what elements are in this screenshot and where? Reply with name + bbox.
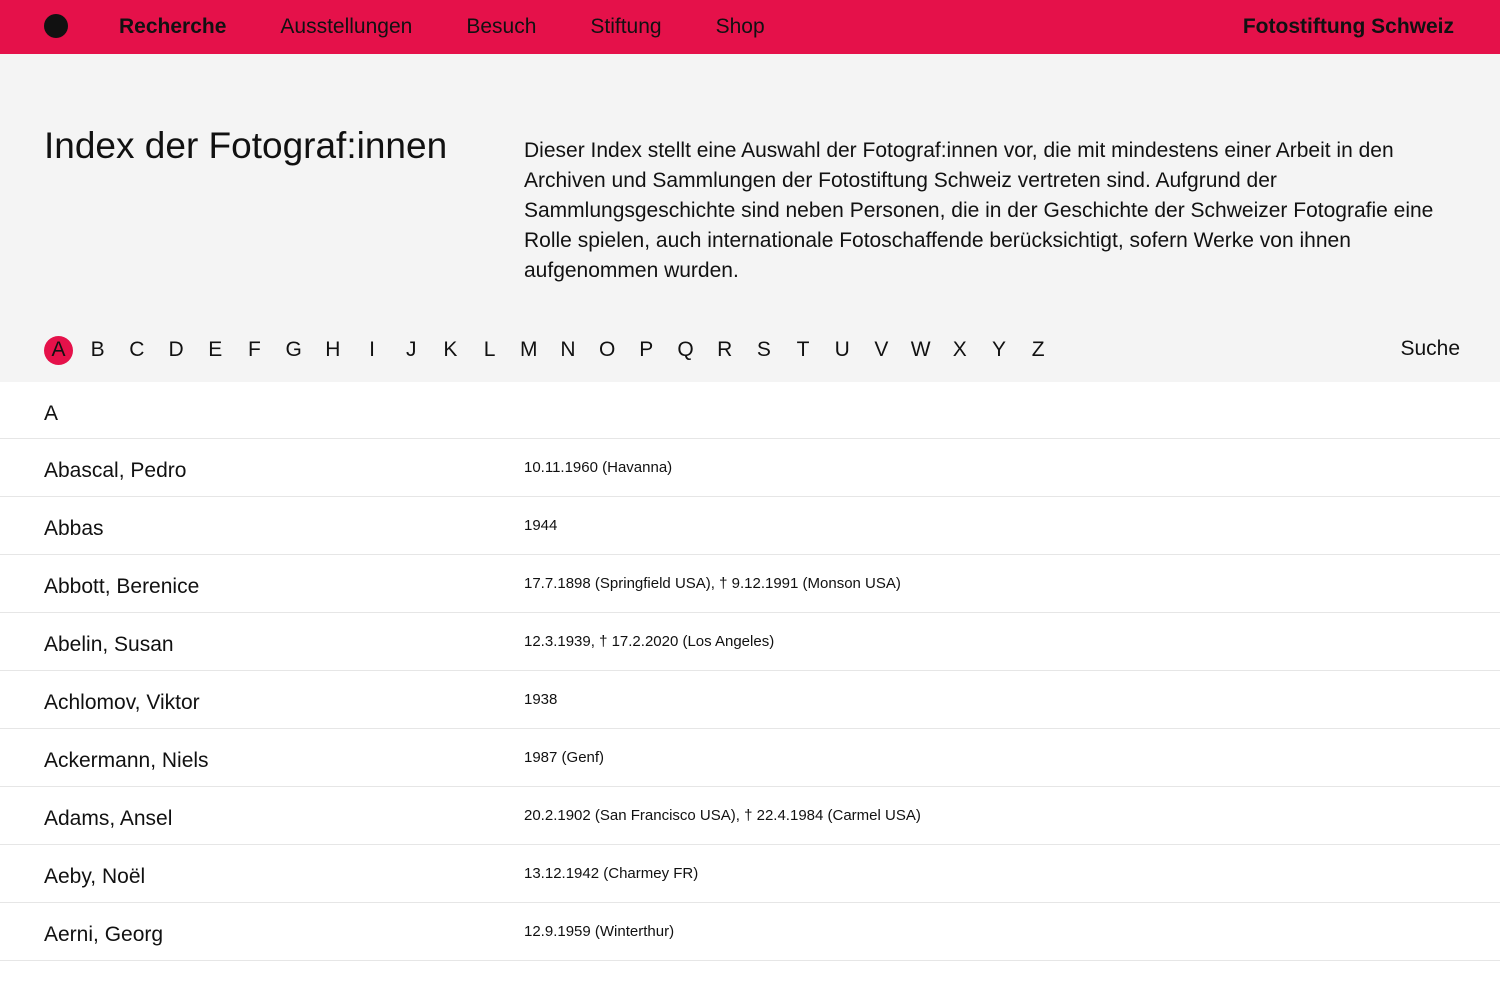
- photographer-name[interactable]: Abelin, Susan: [44, 633, 174, 656]
- nav-item-shop[interactable]: Shop: [715, 15, 765, 38]
- photographer-dates: 12.9.1959 (Winterthur): [524, 923, 675, 940]
- top-navigation-bar: [0, 0, 1500, 54]
- letter-l[interactable]: L: [483, 338, 496, 361]
- list-item[interactable]: [0, 497, 1500, 555]
- photographer-name[interactable]: Adams, Ansel: [44, 807, 173, 830]
- letter-u[interactable]: U: [834, 338, 850, 361]
- letter-j[interactable]: J: [405, 338, 417, 361]
- photographer-dates: 20.2.1902 (San Francisco USA), † 22.4.1984 (Carmel USA): [524, 807, 921, 824]
- list-item[interactable]: [0, 613, 1500, 671]
- page-title: Index der Fotograf:innen: [44, 125, 448, 166]
- letter-k[interactable]: K: [443, 338, 458, 361]
- letter-s[interactable]: S: [756, 338, 771, 361]
- nav-item-stiftung[interactable]: Stiftung: [590, 15, 662, 38]
- list-item[interactable]: [0, 555, 1500, 613]
- intro-section: [0, 54, 1500, 382]
- photographer-list: [0, 382, 1500, 961]
- letter-p[interactable]: P: [639, 338, 654, 361]
- photographer-dates: 1944: [524, 517, 558, 534]
- letter-g[interactable]: G: [285, 338, 302, 361]
- nav-item-recherche[interactable]: Recherche: [119, 15, 227, 38]
- letter-d[interactable]: D: [168, 338, 184, 361]
- letter-x[interactable]: X: [952, 338, 967, 361]
- photographer-dates: 12.3.1939, † 17.2.2020 (Los Angeles): [524, 633, 775, 650]
- list-item[interactable]: [0, 903, 1500, 961]
- photographer-dates: 10.11.1960 (Havanna): [524, 459, 673, 476]
- letter-w[interactable]: W: [910, 338, 931, 361]
- photographer-dates: 1987 (Genf): [524, 749, 605, 766]
- list-item[interactable]: [0, 671, 1500, 729]
- letter-i[interactable]: I: [369, 338, 375, 361]
- photographer-name[interactable]: Aerni, Georg: [44, 923, 164, 946]
- photographer-name[interactable]: Aeby, Noël: [44, 865, 146, 888]
- photographer-dates: 1938: [524, 691, 558, 708]
- alphabet-filter: [44, 334, 1063, 366]
- list-item[interactable]: [0, 845, 1500, 903]
- letter-n[interactable]: N: [560, 338, 576, 361]
- photographer-dates: 17.7.1898 (Springfield USA), † 9.12.1991 (Monson USA): [524, 575, 901, 592]
- nav-item-besuch[interactable]: Besuch: [466, 15, 537, 38]
- letter-z[interactable]: Z: [1031, 338, 1045, 361]
- photographer-name[interactable]: Abascal, Pedro: [44, 459, 187, 482]
- letter-t[interactable]: T: [796, 338, 810, 361]
- letter-y[interactable]: Y: [991, 338, 1006, 361]
- list-item[interactable]: [0, 787, 1500, 845]
- photographer-name[interactable]: Ackermann, Niels: [44, 749, 209, 772]
- letter-c[interactable]: C: [129, 338, 145, 361]
- letter-m[interactable]: M: [520, 338, 538, 361]
- photographer-dates: 13.12.1942 (Charmey FR): [524, 865, 699, 882]
- nav-item-ausstellungen[interactable]: Ausstellungen: [280, 15, 413, 38]
- letter-o[interactable]: O: [598, 338, 616, 361]
- letter-b[interactable]: B: [90, 338, 105, 361]
- photographer-name[interactable]: Abbas: [44, 517, 104, 540]
- letter-r[interactable]: R: [717, 338, 733, 361]
- main-nav: [119, 0, 819, 54]
- search-link[interactable]: Suche: [1400, 337, 1460, 360]
- photographer-name[interactable]: Achlomov, Viktor: [44, 691, 200, 714]
- letter-f[interactable]: F: [248, 338, 261, 361]
- letter-v[interactable]: V: [874, 338, 889, 361]
- list-item[interactable]: [0, 729, 1500, 787]
- intro-description: Dieser Index stellt eine Auswahl der Fotograf:innen vor, die mit mindestens einer Arbeit in den Archiven und Sammlungen der Fotostiftung Schweiz vertreten sind. Aufgrund der Sammlungsgeschichte sind neben Personen, die in der Geschichte der Schweizer Fotografie eine Rolle spielen, auch internationale Fotoschaffende berücksichtigt, sofern Werke von ihnen aufgenommen wurden.: [524, 139, 1434, 282]
- letter-a[interactable]: A: [44, 336, 73, 365]
- brand-link[interactable]: Fotostiftung Schweiz: [1242, 15, 1454, 38]
- logo-dot-icon[interactable]: [44, 14, 68, 38]
- letter-h[interactable]: H: [325, 338, 341, 361]
- letter-e[interactable]: E: [208, 338, 223, 361]
- letter-q[interactable]: Q: [677, 338, 694, 361]
- list-item[interactable]: [0, 439, 1500, 497]
- photographer-name[interactable]: Abbott, Berenice: [44, 575, 200, 598]
- section-letter-heading: A: [0, 382, 1500, 439]
